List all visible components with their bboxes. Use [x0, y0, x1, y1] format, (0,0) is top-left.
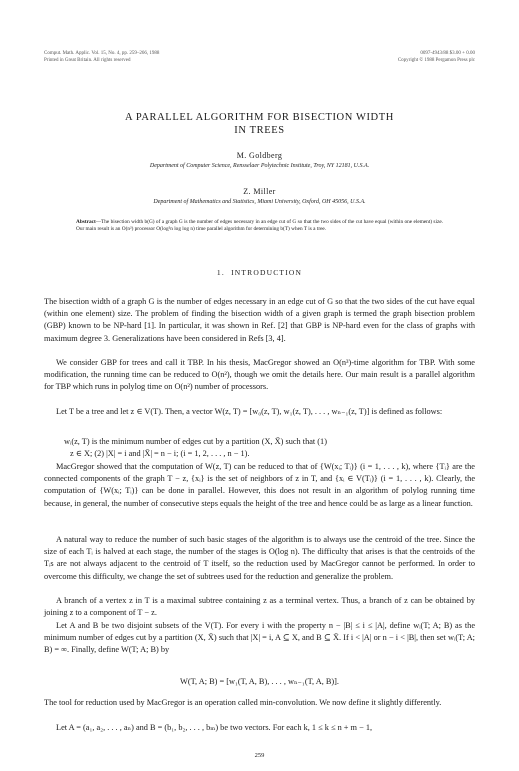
- paragraph-1: The bisection width of a graph G is the number of edges necessary in an edge cut of G so that the two sides of the cut have equal (within one element) size. The problem of finding the bisection width of a given graph is termed the graph bisection problem (GBP) known to be NP-hard [1]. In particular, it was shown in Ref. [2] that GBP is NP-hard even for the class of graphs with maximum degree 3. Generalizations have been considered in Refs [3, 4].: [44, 297, 475, 343]
- definition-line2: z ∈ X; (2) |X| = i and |X̄| = n − i; (i = 1, 2, . . . , n − 1).: [70, 449, 250, 459]
- journal-citation-line1: Comput. Math. Applic. Vol. 15, No. 4, pp. 259–266, 1988: [44, 51, 160, 56]
- author-1-name: M. Goldberg: [236, 151, 283, 160]
- abstract: [76, 219, 443, 233]
- paper-title-line1: A PARALLEL ALGORITHM FOR BISECTION WIDTH: [125, 112, 394, 123]
- paragraph-4: MacGregor showed that the computation of W(z, T) can be reduced to that of {W(xᵢ; Tᵢ)} (i = 1, . . . , k), where {Tᵢ} are the connected components of the graph T − z, {xᵢ} is the set of neighbors of z in T, and {xᵢ ∈ V(Tᵢ)} (i = 1, . . . , k). Clearly, the computation of {W(xᵢ; Tᵢ)} can be done in parallel. However, this does not result in an algorithm of polylog running time because, in general, the number of consecutive steps equals the height of the tree and hence could be as large as a linear function.: [44, 462, 475, 508]
- equation-W: W(T, A; B) = [w₁(T, A, B), . . . , wₙ₋₁(T, A, B)].: [180, 677, 339, 686]
- journal-citation: [44, 50, 159, 64]
- paragraph-6: A branch of a vertex z in T is a maximal subtree containing z as a terminal vertex. Thus, a branch of z can be obtained by joining z to a component of T − z.: [44, 596, 475, 618]
- paragraph-9: Let A = (a₁, a₂, . . . , aₙ) and B = (b₁, b₂, . . . , bₘ) be two vectors. For each k, 1 ≤ k ≤ n + m − 1,: [56, 723, 373, 732]
- journal-citation-line2: Printed in Great Britain. All rights reserved: [44, 58, 131, 63]
- paragraph-3: Let T be a tree and let z ∈ V(T). Then, a vector W(z, T) = [w₀(z, T), w₁(z, T), . . . , wₙ₋₁(z, T)] is defined as follows:: [56, 407, 443, 416]
- page-number: 259: [254, 752, 265, 759]
- copyright-line1: 0097-4943/88 $3.00 + 0.00: [420, 51, 475, 56]
- copyright-notice: [398, 50, 475, 64]
- definition-line1: wᵢ(z, T) is the minimum number of edges cut by a partition (X, X̄) such that (1): [64, 437, 327, 446]
- section-heading: [44, 268, 475, 277]
- copyright-line2: Copyright © 1988 Pergamon Press plc: [397, 58, 475, 63]
- author-1-affiliation: Department of Computer Science, Rensselaer Polytechnic Institute, Troy, NY 12181, U.S.A.: [149, 163, 370, 169]
- section-title: INTRODUCTION: [231, 268, 303, 277]
- author-2-affiliation: Department of Mathematics and Statistics, Miami University, Oxford, OH 45056, U.S.A.: [153, 199, 366, 205]
- paragraph-2: We consider GBP for trees and call it TBP. In his thesis, MacGregor showed an O(n³)-time algorithm for TBP. With some modification, the running time can be reduced to O(n²), though we omit the details here. Our main result is a parallel algorithm for TBP which runs in polylog time on O(n²) number of processors.: [44, 358, 475, 392]
- definition-w-i: [64, 436, 469, 460]
- paragraph-5: A natural way to reduce the number of such basic stages of the algorithm is to always use the centroid of the tree. Since the size of each Tᵢ is halved at each stage, the number of the stages is O(log n). The difficulty that arises is that the centroids of the Tᵢs are not always adjacent to the centroid of T itself, so the reduction used by MacGregor cannot be performed. In order to overcome this difficulty, we change the set of subtrees used for the reduction and generalize the problem.: [44, 535, 475, 581]
- section-number: 1.: [216, 268, 225, 277]
- paragraph-7: Let A and B be two disjoint subsets of the V(T). For every i with the property n − |B| ≤ i ≤ |A|, define wᵢ(T; A; B) as the minimum number of edges cut by a partition (X, X̄) such that |X| = i, A ⊆ X, and B ⊆ X̄. If i < |A| or n − i < |B|, then set wᵢ(T; A; B) = ∞. Finally, define W(T; A; B) by: [44, 621, 475, 655]
- abstract-label: Abstract: [76, 219, 96, 225]
- abstract-text: —The bisection width b(G) of a graph G is the number of edges necessary in an edge cut of G so that the two sides of the cut have equal (within one element) size. Our main result is an O(n²) processor O(log²n log log n) time parallel algorithm for determining b(T) when T is a tree.: [76, 219, 443, 233]
- paper-title-line2: IN TREES: [234, 125, 285, 136]
- paragraph-8: The tool for reduction used by MacGregor is an operation called min-convolution. We now define it slightly differently.: [44, 698, 442, 707]
- author-2-name: Z. Miller: [243, 187, 276, 196]
